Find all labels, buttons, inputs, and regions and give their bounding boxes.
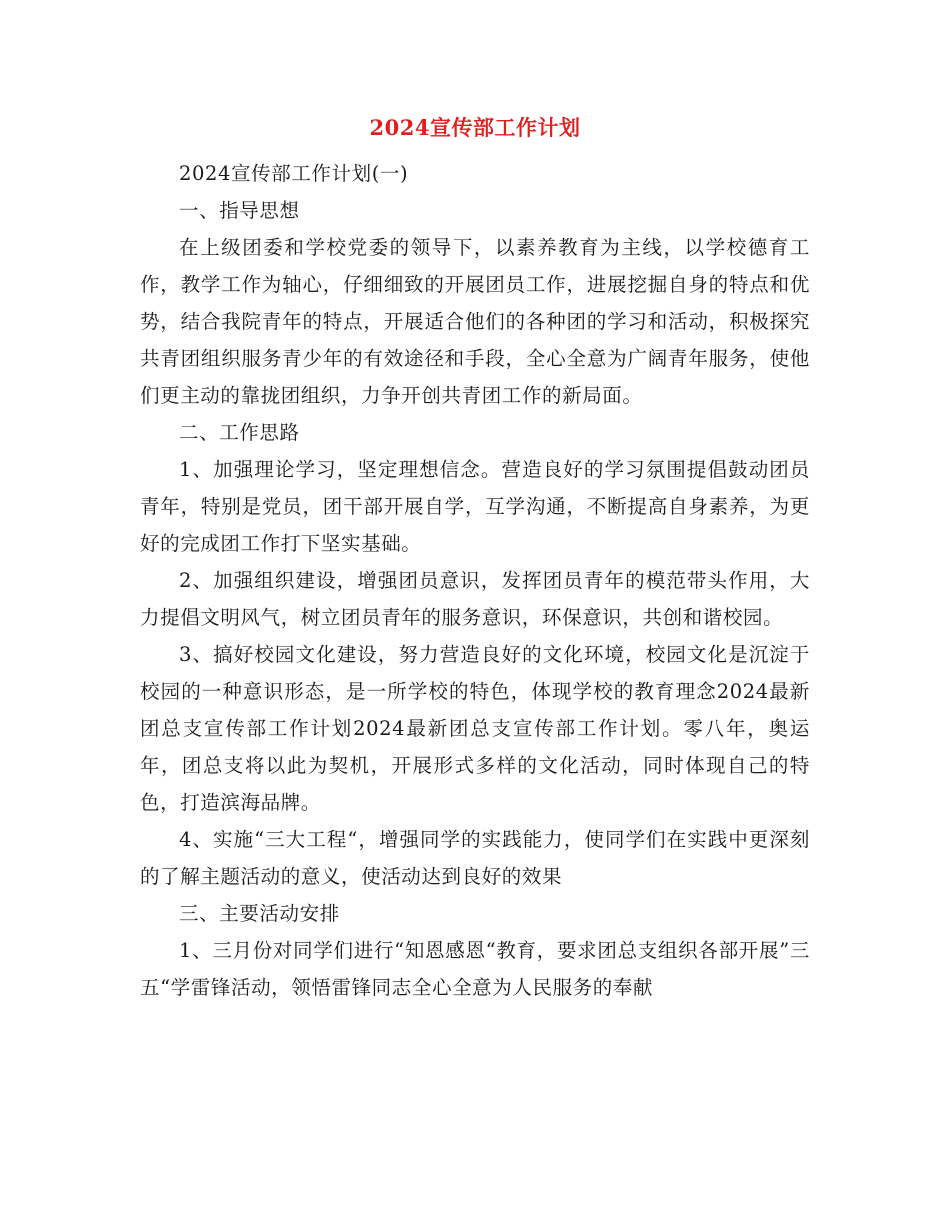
paragraph-work-item: 4、实施“三大工程“，增强同学的实践能力，使同学们在实践中更深刻的了解主题活动的意义，使活动达到良好的效果 — [140, 828, 810, 888]
paragraph-work-item: 3、搞好校园文化建设，努力营造良好的文化环境，校园文化是沉淀于校园的一种意识形态，是一所学校的特色，体现学校的教育理念2024最新团总支宣传部工作计划2024最新团总支宣传部工作计划。零八年，奥运年，团总支将以此为契机，开展形式多样的文化活动，同时体现自己的特色，打造滨海品牌。 — [140, 643, 810, 814]
section-heading-activities: 三、主要活动安排 — [179, 902, 340, 925]
document-title: 2024宣传部工作计划 — [369, 115, 581, 140]
paragraph-work-item: 1、加强理论学习，坚定理想信念。营造良好的学习氛围提倡鼓动团员青年，特别是党员，团干部开展自学，互学沟通，不断提高自身素养，为更好的完成团工作打下坚实基础。 — [140, 458, 810, 555]
paragraph-guiding-ideology: 在上级团委和学校党委的领导下，以素养教育为主线，以学校德育工作，教学工作为轴心，仔细细致的开展团员工作，进展挖掘自身的特点和优势，结合我院青年的特点，开展适合他们的各种团的学习和活动，积极探究共青团组织服务青少年的有效途径和手段，全心全意为广阔青年服务，使他们更主动的靠拢团组织，力争开创共青团工作的新局面。 — [140, 236, 810, 407]
document-subtitle: 2024宣传部工作计划(一) — [179, 162, 409, 185]
paragraph-activity-item: 1、三月份对同学们进行“知恩感恩“教育，要求团总支组织各部开展”三五“学雷锋活动，领悟雷锋同志全心全意为人民服务的奉献 — [140, 939, 810, 999]
section-heading-work-approach: 二、工作思路 — [179, 421, 300, 444]
paragraph-work-item: 2、加强组织建设，增强团员意识，发挥团员青年的模范带头作用，大力提倡文明风气，树立团员青年的服务意识，环保意识，共创和谐校园。 — [140, 569, 810, 629]
section-heading-guiding-ideology: 一、指导思想 — [179, 199, 300, 222]
document-body — [140, 155, 810, 1006]
